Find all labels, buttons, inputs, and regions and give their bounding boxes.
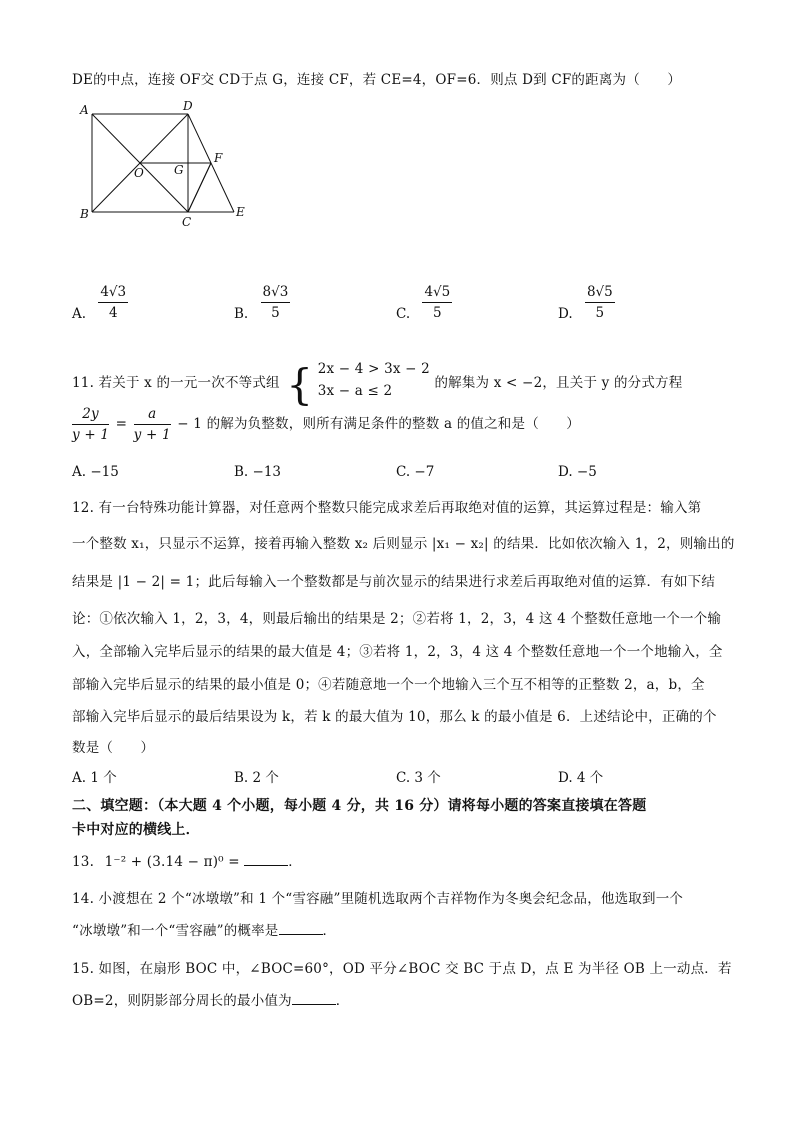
eq-lhs-den: y + 1 <box>72 427 110 443</box>
q12-line-8: 数是（ ） <box>72 740 155 756</box>
q14-text: “冰墩墩”和一个“雪容融”的概率是 <box>72 923 279 939</box>
q10-geometry-figure <box>76 100 256 232</box>
label-G: G <box>174 163 184 177</box>
q14-end: ． <box>322 923 337 939</box>
q12-line-5: 入，全部输入完毕后显示的结果的最大值是 4；③若将 1，2，3，4 这 4 个整数任意地一个一个地输入，全 <box>72 644 723 660</box>
option-numerator: 8√3 <box>261 284 291 303</box>
label-B: B <box>80 207 89 221</box>
q11-option-d[interactable]: D. −5 <box>558 464 597 480</box>
option-denominator: 5 <box>271 305 280 321</box>
option-denominator: 5 <box>595 305 605 321</box>
section-heading-line-1: 二、填空题：（本大题 4 个小题，每小题 4 分，共 16 分）请将每小题的答案直接填在答题 <box>72 798 647 814</box>
option-denominator: 4 <box>108 305 118 321</box>
q12-option-b[interactable]: B. 2 个 <box>234 770 279 786</box>
q13 <box>72 850 302 870</box>
q12-line-6: 部输入完毕后显示的结果的最小值是 0；④若随意地一个一个地输入三个互不相等的正整数 2，a，b，全 <box>72 677 705 693</box>
q13-end: ． <box>288 854 302 870</box>
eq-equals: = <box>115 416 128 432</box>
q10-stem: DE的中点，连接 OF交 CD于点 G，连接 CF，若 CE=4，OF=6．则点 D到 CF的距离为（ ） <box>72 72 682 88</box>
label-D: D <box>183 100 193 113</box>
q14-line-1: 14. 小渡想在 2 个“冰墩墩”和 1 个“雪容融”里随机选取两个吉祥物作为冬奥会纪念品，他选取到一个 <box>72 891 684 907</box>
q12-line-4: 论：①依次输入 1，2，3，4，则最后输出的结果是 2；②若将 1，2，3，4 这 4 个整数任意地一个一个输 <box>72 611 722 627</box>
q15-end: ． <box>335 993 350 1009</box>
option-numerator: 4√5 <box>422 284 452 303</box>
eq-lhs-num: 2y <box>72 406 109 425</box>
q12-line-2: 一个整数 x₁，只显示不运算，接着再输入整数 x₂ 后则显示 |x₁ − x₂| 的结果．比如依次输入 1，2，则输出的 <box>72 536 735 552</box>
option-label: B. <box>234 306 249 322</box>
q13-answer-blank[interactable] <box>244 853 288 866</box>
q11-middle: 的解集为 x < −2，且关于 y 的分式方程 <box>434 375 683 391</box>
eq-tail: − 1 <box>177 416 203 432</box>
section-heading-line-2: 卡中对应的横线上． <box>72 822 200 838</box>
eq-rhs-num: a <box>134 406 171 425</box>
q12-option-a[interactable]: A. 1 个 <box>72 770 117 786</box>
system-line-2: 3x − a ≤ 2 <box>317 382 393 399</box>
q12-line-7: 部输入完毕后显示的最后结果设为 k，若 k 的最大值为 10，那么 k 的最小值是 6．上述结论中，正确的个 <box>72 709 717 725</box>
q11-suffix: 的解为负整数，则所有满足条件的整数 a 的值之和是（ ） <box>206 416 580 432</box>
label-O: O <box>134 166 144 180</box>
q11-option-b[interactable]: B. −13 <box>234 464 281 480</box>
label-E: E <box>236 205 245 219</box>
q15-line-1: 15. 如图，在扇形 BOC 中，∠BOC=60°，OD 平分∠BOC 交 BC 于点 D，点 E 为半径 OB 上一动点．若 <box>72 961 732 977</box>
q11-option-a[interactable]: A. −15 <box>72 464 119 480</box>
q12-line-1: 12. 有一台特殊功能计算器，对任意两个整数只能完成求差后再取绝对值的运算，其运算过程是：输入第 <box>72 500 702 516</box>
q10-option-d[interactable] <box>558 284 617 321</box>
system-line-1: 2x − 4 > 3x − 2 <box>317 360 430 377</box>
q15-answer-blank[interactable] <box>292 992 336 1005</box>
option-label: D. <box>558 306 573 322</box>
q15-line-2 <box>72 989 350 1009</box>
q13-expression: 1⁻² + (3.14 − π)⁰ = <box>104 854 240 870</box>
q12-option-d[interactable]: D. 4 个 <box>558 770 604 786</box>
q11-equation <box>72 406 580 443</box>
q14-answer-blank[interactable] <box>279 922 323 935</box>
option-label: A. <box>72 306 87 322</box>
eq-rhs-den: y + 1 <box>133 427 171 443</box>
q11-option-c[interactable]: C. −7 <box>396 464 435 480</box>
q12-line-3: 结果是 |1 − 2| = 1；此后每输入一个整数都是与前次显示的结果进行求差后再取绝对值的运算．有如下结 <box>72 574 716 590</box>
option-denominator: 5 <box>433 305 442 321</box>
label-F: F <box>214 151 223 165</box>
q15-text: OB=2，则阴影部分周长的最小值为 <box>72 993 292 1009</box>
option-label: C. <box>396 306 411 322</box>
option-numerator: 4√3 <box>98 284 128 303</box>
label-A: A <box>80 103 89 117</box>
q11-stem <box>72 352 683 409</box>
system-brace: { <box>286 360 314 409</box>
q14-line-2 <box>72 919 336 939</box>
q11-prefix: 11. 若关于 x 的一元一次不等式组 <box>72 375 280 391</box>
q10-option-c[interactable] <box>396 284 454 321</box>
q12-option-c[interactable]: C. 3 个 <box>396 770 441 786</box>
q13-label: 13. <box>72 854 95 870</box>
q10-option-a[interactable] <box>72 284 130 321</box>
label-C: C <box>182 215 192 229</box>
option-numerator: 8√5 <box>585 284 615 303</box>
q10-option-b[interactable] <box>234 284 292 321</box>
